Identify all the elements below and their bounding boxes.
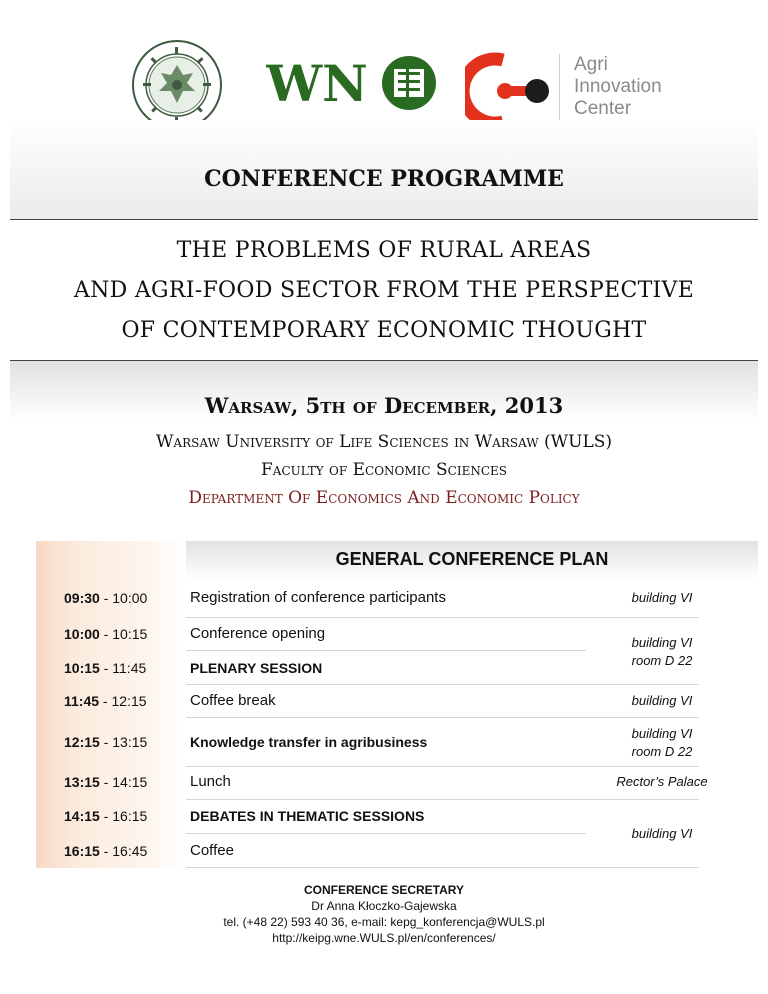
conference-title-line-1: THE PROBLEMS OF RURAL AREAS bbox=[176, 238, 592, 263]
agri-innovation-center-logo-icon bbox=[465, 52, 553, 130]
university-name: Warsaw University of Life Sciences in Warsaw (WULS) bbox=[155, 432, 613, 452]
event-knowledge-transfer: Knowledge transfer in agribusiness bbox=[190, 734, 428, 750]
location-4: building VI room D 22 bbox=[631, 726, 693, 759]
row-divider bbox=[186, 717, 699, 718]
row-divider bbox=[186, 684, 699, 685]
event-coffee-break: Coffee break bbox=[190, 692, 276, 709]
location-6: building VI bbox=[631, 826, 693, 841]
location-2: building VI room D 22 bbox=[631, 635, 693, 668]
row-divider bbox=[186, 833, 586, 834]
row-divider bbox=[186, 867, 699, 868]
programme-heading: CONFERENCE PROGRAMME bbox=[204, 166, 564, 192]
time-slot-4: 11:45 - 12:15 bbox=[64, 693, 147, 709]
time-slot-1: 09:30 - 10:00 bbox=[64, 590, 148, 606]
department-name: Department Of Economics And Economic Policy bbox=[188, 488, 580, 508]
aic-line-3: Center bbox=[574, 98, 632, 119]
time-slot-5: 12:15 - 13:15 bbox=[64, 734, 148, 750]
aic-line-1: Agri bbox=[574, 54, 608, 75]
row-divider bbox=[186, 650, 586, 651]
event-coffee: Coffee bbox=[190, 842, 234, 859]
time-slot-7: 14:15 - 16:15 bbox=[64, 808, 148, 824]
svg-text:WN: WN bbox=[266, 54, 368, 111]
location-1: building VI bbox=[631, 590, 693, 605]
event-opening: Conference opening bbox=[190, 625, 326, 642]
wne-logo bbox=[266, 53, 442, 116]
header-rule-top bbox=[10, 219, 758, 220]
row-divider bbox=[186, 766, 699, 767]
conference-title-line-3: OF CONTEMPORARY ECONOMIC THOUGHT bbox=[121, 318, 647, 343]
plan-title: GENERAL CONFERENCE PLAN bbox=[335, 549, 609, 569]
time-slot-2: 10:00 - 10:15 bbox=[64, 626, 148, 642]
time-slot-8: 16:15 - 16:45 bbox=[64, 843, 148, 859]
secretary-contact: tel. (+48 22) 593 40 36, e-mail: kepg_konferencja@WULS.pl bbox=[223, 915, 545, 929]
event-registration: Registration of conference participants bbox=[190, 589, 446, 606]
university-seal-logo bbox=[131, 39, 223, 131]
row-divider bbox=[186, 799, 699, 800]
secretary-name: Dr Anna Kłoczko-Gajewska bbox=[311, 899, 457, 913]
time-slot-6: 13:15 - 14:15 bbox=[64, 774, 148, 790]
event-lunch: Lunch bbox=[190, 773, 231, 790]
event-debates: DEBATES IN THEMATIC SESSIONS bbox=[190, 808, 425, 824]
row-divider bbox=[186, 617, 699, 618]
secretary-title: CONFERENCE SECRETARY bbox=[303, 883, 464, 897]
agri-innovation-center-wordmark bbox=[574, 54, 662, 120]
conference-url[interactable]: http://keipg.wne.WULS.pl/en/conferences/ bbox=[272, 931, 496, 945]
conference-title-line-2: AND AGRI-FOOD SECTOR FROM THE PERSPECTIVE bbox=[73, 278, 695, 303]
time-slot-3: 10:15 - 11:45 bbox=[64, 660, 147, 676]
location-3: building VI bbox=[631, 693, 693, 708]
event-date: Warsaw, 5th of December, 2013 bbox=[204, 393, 564, 418]
faculty-name: Faculty of Economic Sciences bbox=[260, 460, 507, 480]
event-plenary: PLENARY SESSION bbox=[190, 660, 323, 676]
logo-separator bbox=[559, 54, 560, 124]
aic-line-2: Innovation bbox=[574, 76, 662, 97]
location-5: Rector’s Palace bbox=[616, 774, 708, 789]
